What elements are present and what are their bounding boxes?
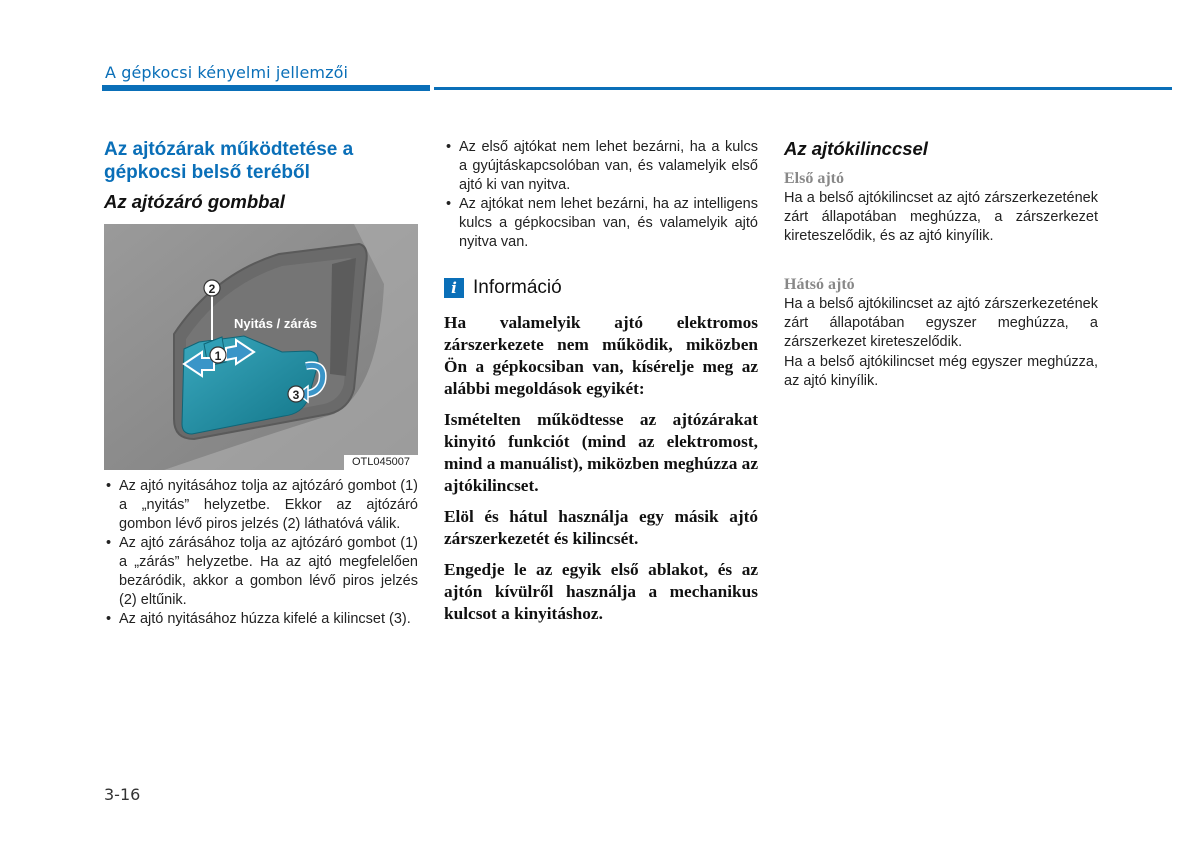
header-rule-light	[434, 87, 1172, 90]
list-item: • Az ajtókat nem lehet bezárni, ha az intelligens kulcs a gépkocsiban van, és valamelyik ajtó nyitva van.	[444, 195, 758, 252]
subsection-title-door-handle: Az ajtókilinccsel	[784, 138, 928, 159]
list-item: • Az első ajtókat nem lehet bezárni, ha a kulcs a gyújtáskapcsolóban van, és valamelyik első ajtó ki van nyitva.	[444, 138, 758, 195]
lock-button-instructions	[104, 477, 418, 629]
right-column	[784, 138, 1098, 391]
info-paragraph: Engedje le az egyik első ablakot, és az ajtón kívülről használja a mechanikus kulcsot a kinyitáshoz.	[444, 560, 758, 623]
list-item: • Az ajtó nyitásához húzza kifelé a kilincset (3).	[104, 610, 418, 629]
rear-door-text-2: Ha a belső ajtókilincset még egyszer meghúzza, az ajtó kinyílik.	[784, 354, 1098, 389]
info-paragraph: Ha valamelyik ajtó elektromos zárszerkezete nem működik, miközben Ön a gépkocsiban van, kísérelje meg az alábbi megoldások egyikét:	[444, 313, 758, 398]
figure-code: OTL045007	[344, 455, 418, 470]
info-title: Információ	[473, 277, 562, 298]
front-door-heading: Első ajtó	[784, 170, 844, 187]
callout-2: 2	[208, 282, 216, 296]
page-number: 3-16	[104, 785, 141, 804]
left-column	[104, 138, 418, 629]
info-icon: i	[444, 278, 464, 298]
rear-door-heading: Hátsó ajtó	[784, 276, 855, 293]
subsection-title-lock-button: Az ajtózáró gombbal	[104, 191, 285, 212]
info-paragraph: Elöl és hátul használja egy másik ajtó zárszerkezetét és kilincsét.	[444, 507, 758, 548]
list-item: • Az ajtó zárásához tolja az ajtózáró gombot (1) a „zárás” helyzetbe. Ha az ajtó megfelelően bezáródik, akkor a gombon lévő piros jelzés (2) eltűnik.	[104, 534, 418, 610]
section-title: Az ajtózárak működtetése a gépkocsi belső teréből	[104, 139, 354, 183]
middle-column	[444, 138, 758, 625]
door-handle-illustration	[104, 224, 418, 470]
callout-1: 1	[214, 349, 222, 363]
door-handle-figure	[104, 224, 418, 470]
front-door-text: Ha a belső ajtókilincset az ajtó zárszerkezetének zárt állapotában meghúzza, a zárszerkezet kireteszelődik, és az ajtó kinyílik.	[784, 190, 1098, 244]
callout-3: 3	[292, 388, 300, 402]
lock-restrictions	[444, 138, 758, 252]
rear-door-text-1: Ha a belső ajtókilincset az ajtó zárszerkezetének zárt állapotában egyszer meghúzza, a zárszerkezet kireteszelődik.	[784, 296, 1098, 350]
info-paragraph: Ismételten működtesse az ajtózárakat kinyitó funkciót (mind az elektromost, mind a manuálist), miközben meghúzza az ajtókilincset.	[444, 410, 758, 495]
label-open-close: Nyitás / zárás	[234, 316, 318, 331]
running-header: A gépkocsi kényelmi jellemzői	[105, 63, 349, 82]
header-rule-dark	[102, 85, 430, 91]
info-heading	[444, 277, 758, 299]
list-item: • Az ajtó nyitásához tolja az ajtózáró gombot (1) a „nyitás” helyzetbe. Ekkor az ajtózáró gombon lévő piros jelzés (2) láthatóvá válik.	[104, 477, 418, 534]
